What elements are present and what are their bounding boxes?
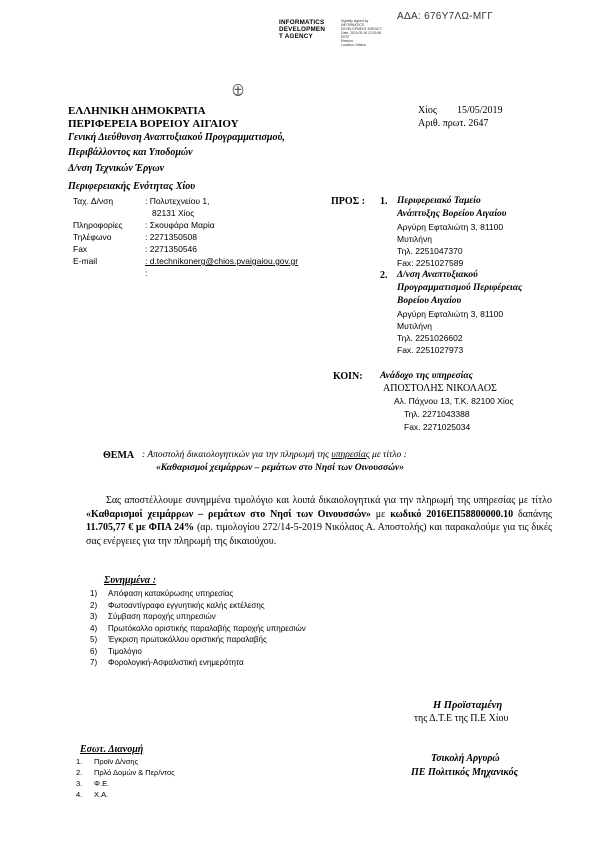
contact-label-info: Πληροφορίες [73,220,123,230]
header-unit: Περιφερειακής Ενότητας Χίου [68,181,196,192]
recipient-1-city: Μυτιλήνη [397,234,432,244]
subject-text [142,450,407,460]
koin-fax: Fax. 2271025034 [404,422,471,432]
recipient-2-number: 2. [380,270,388,281]
contact-value-postal: 82131 Χίος [152,208,195,218]
sig-detail: INFORMATICS [341,23,365,27]
recipient-1-name-1: Περιφερειακό Ταμείο [397,196,481,206]
contact-value-info: : Σκουφάρα Μαρία [145,220,215,230]
distribution-list [76,756,175,800]
subject-pre: : Αποστολή δικαιολογητικών για την πληρωμή της [142,450,332,460]
attachment-item: 6) Τιμολόγιο [90,646,142,656]
ada-code: ΑΔΑ: 676Υ7ΛΩ-ΜΓΓ [397,11,494,22]
signature-logo [279,19,325,40]
body-text-1: Σας αποστέλλουμε συνημμένα τιμολόγιο και λοιπά δικαιολογητικά για την πληρωμή της υπηρεσίας με τίτλο [106,495,552,506]
recipient-2-name-1: Δ/νση Αναπτυξιακού [397,270,478,280]
contact-value-fax: : 2271350546 [145,244,197,254]
sig-detail: DEVELOPMENT AGENCY [341,27,382,31]
attachment-item: 5) Έγκριση πρωτοκόλλου οριστικής παραλαβής [90,635,267,644]
date-value: 15/05/2019 [457,105,503,116]
header-department: Δ/νση Τεχνικών Έργων [68,163,165,174]
attachments-list [90,588,306,669]
contact-label-phone: Τηλέφωνο [73,232,112,242]
protocol-number: Αριθ. πρωτ. 2647 [418,118,489,129]
logo-line-1: INFORMATICS [279,19,325,26]
subject-title: «Καθαρισμοί χειμάρρων – ρεμάτων στο Νησί των Οινουσσών» [156,463,404,473]
sig-detail: Location: Athens [341,43,367,47]
contact-value-address: : Πολυτεχνείου 1, [145,196,210,206]
attachment-item: 1) Απόφαση κατακύρωσης υπηρεσίας [90,589,234,598]
recipient-1-phone: Τηλ. 2251047370 [397,246,463,256]
attachment-item: 4) Πρωτόκολλο οριστικής παραλαβής παροχής υπηρεσιών [90,623,306,633]
distribution-item: 1. Προϊν Δ/νσης [76,757,139,766]
body-text-3: δαπάνης [513,508,553,520]
contact-value-phone: : 2271350508 [145,232,197,242]
koin-line-1: Ανάδοχο της υπηρεσίας [380,371,473,381]
contact-email-link[interactable]: : d.technikonerg@chios.pvaigaiou.gov.gr [145,256,299,266]
contact-label-fax: Fax [73,244,88,254]
distribution-item: 2. Πρλό Δομών & Περ/ντος [76,768,175,777]
subject-label: ΘΕΜΑ [103,450,135,461]
signature-details [341,19,382,47]
body-text-2: με [370,508,391,520]
koin-phone: Τηλ. 2271043388 [404,409,470,419]
pros-label: ΠΡΟΣ : [331,196,366,207]
subject-underlined: υπηρεσίας [331,450,370,460]
recipient-2-address: Αργύρη Εφταλιώτη 3, 81100 [397,309,504,319]
sig-detail: Digitally signed by [341,19,369,23]
header-country: ΕΛΛΗΝΙΚΗ ΔΗΜΟΚΡΑΤΙΑ [68,105,206,117]
attachment-item: 7) Φορολογική-Ασφαλιστική ενημερότητα [90,658,244,667]
recipient-2-name-3: Βορείου Αιγαίου [397,296,462,306]
subject-post: με τίτλο : [369,450,407,460]
body-paragraph [86,494,552,548]
recipient-1-name-2: Ανάπτυξης Βορείου Αιγαίου [397,209,507,219]
contact-value-empty: : [145,268,148,278]
koin-contractor: ΑΠΟΣΤΟΛΗΣ ΝΙΚΟΛΑΟΣ [383,383,497,394]
contact-label-address: Ταχ. Δ/νση [73,196,114,206]
signature-department: της Δ.Τ.Ε της Π.Ε Χίου [414,713,509,724]
koin-address: Αλ. Πάχνου 13, Τ.Κ. 82100 Χίος [394,396,514,406]
recipient-2-city: Μυτιλήνη [397,321,432,331]
attachments-title: Συνημμένα : [104,575,157,586]
greek-emblem-icon [231,83,245,97]
attachment-item: 2) Φωτοαντίγραφο εγγυητικής καλής εκτέλεσης [90,600,265,610]
recipient-2-fax: Fax. 2251027973 [397,345,464,355]
contact-label-email: E-mail [73,256,98,266]
body-code: κωδικό 2016ΕΠ58800000.10 [390,508,514,520]
recipient-2-phone: Τηλ. 2251026602 [397,333,463,343]
recipient-2-name-2: Προγραμματισμού Περιφέρειας [397,283,523,293]
body-title: «Καθαρισμοί χειμάρρων – ρεμάτων στο Νησί των Οινουσσών» [86,508,371,520]
signature-title: ΠΕ Πολιτικός Μηχανικός [411,767,519,778]
sig-detail: Date: 2019.05.16 12:19:56 [341,31,382,35]
distribution-item: 4. Χ.Α. [76,790,109,799]
recipient-1-address: Αργύρη Εφταλιώτη 3, 81100 [397,222,504,232]
distribution-item: 3. Φ.Ε. [76,779,110,788]
header-directorate-1: Γενική Διεύθυνση Αναπτυξιακού Προγραμματισμού, [68,132,285,143]
logo-line-2: DEVELOPMEN [279,26,326,33]
attachment-item: 3) Σύμβαση παροχής υπηρεσιών [90,612,216,621]
body-text-4: (αρ. τιμολογίου 272/14-5-2019 Νικόλαος Α. Αποστολής) και παρακαλούμε για τις δικές σας ενέργειες για την πληρωμή της δικαιούχου. [86,522,552,547]
signature-role: Η Προϊσταμένη [433,700,503,711]
sig-detail: Reason: [341,39,354,43]
distribution-title: Εσωτ. Διανομή [80,744,144,755]
logo-line-3: T AGENCY [279,33,313,40]
sig-detail: EEST [341,35,350,39]
koin-label: ΚΟΙΝ: [333,371,363,382]
signature-name: Τσικολή Αργυρώ [431,753,500,764]
recipient-1-fax: Fax: 2251027589 [397,258,464,268]
recipient-1-number: 1. [380,196,388,207]
date-place: Χίος [418,105,437,116]
header-region: ΠΕΡΙΦΕΡΕΙΑ ΒΟΡΕΙΟΥ ΑΙΓΑΙΟΥ [68,118,239,130]
header-directorate-2: Περιβάλλοντος και Υποδομών [68,147,193,158]
body-amount: 11.705,77 € με ΦΠΑ 24% [86,522,195,533]
